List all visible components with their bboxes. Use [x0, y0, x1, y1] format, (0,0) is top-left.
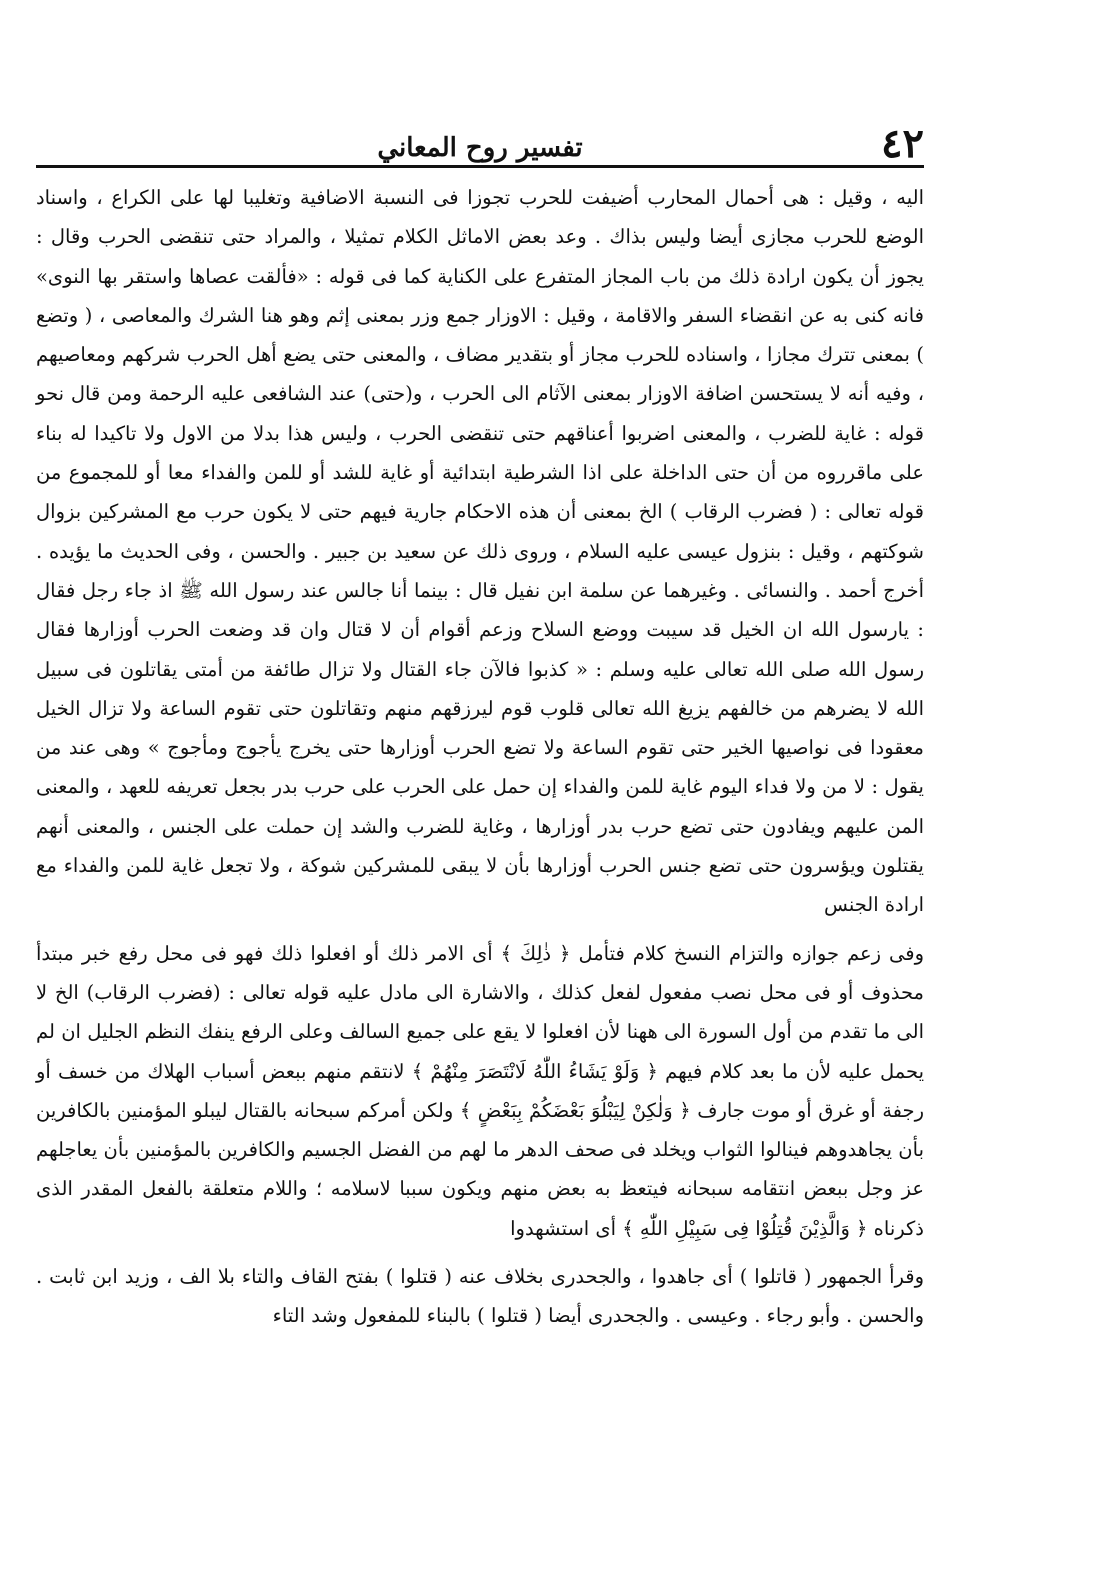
page-number: ٤٢ [881, 120, 924, 167]
paragraph-3: وقرأ الجمهور ( قاتلوا ) أى جاهدوا ، والجحدرى بخلاف عنه ( قتلوا ) بفتح القاف والتاء بلا الف ، وزيد ابن ثابت . والحسن . وأبو رجاء . وعيسى . والجحدرى أيضا ( قتلوا ) بالبناء للمفعول وشد التاء [36, 1265, 924, 1328]
page-header [36, 120, 924, 168]
paragraph-1: اليه ، وقيل : هى أحمال المحارب أضيفت للحرب تجوزا فى النسبة الاضافية وتغليبا لها على الكراع ، واسناد الوضع للحرب مجازى أيضا وليس بذاك . وعد بعض الاماثل الكلام تمثيلا ، والمراد حتى تنقضى الحرب وقال : يجوز أن يكون ارادة ذلك من باب المجاز المتفرع على الكناية كما فى قوله : «فألقت عصاها واستقر بها النوى» فانه كنى به عن انقضاء السفر والاقامة ، وقيل : الاوزار جمع وزر بمعنى إثم وهو هنا الشرك والمعاصى ، ( وتضع ) بمعنى تترك مجازا ، واسناده للحرب مجاز أو بتقدير مضاف ، والمعنى حتى يضع أهل الحرب شركهم ومعاصيهم ، وفيه أنه لا يستحسن اضافة الاوزار بمعنى الآثام الى الحرب ، و(حتى) عند الشافعى عليه الرحمة ومن قال نحو قوله : غاية للضرب ، والمعنى اضربوا أعناقهم حتى تنقضى الحرب ، وليس هذا بدلا من الاول ولا تاكيدا له بناء على ماقرروه من أن حتى الداخلة على اذا الشرطية ابتدائية أو غاية للشد أو للمن والفداء معا أو للمجموع من قوله تعالى : ( فضرب الرقاب ) الخ بمعنى أن هذه الاحكام جارية فيهم حتى لا يكون حرب مع المشركين بزوال شوكتهم ، وقيل : بنزول عيسى عليه السلام ، وروى ذلك عن سعيد بن جبير . والحسن ، وفى الحديث ما يؤيده . أخرج أحمد . والنسائى . وغيرهما عن سلمة ابن نفيل قال : بينما أنا جالس عند رسول الله ﷺ اذ جاء رجل فقال : يارسول الله ان الخيل قد سيبت ووضع السلاح وزعم أقوام أن لا قتال وان قد وضعت الحرب أوزارها فقال رسول الله صلى الله تعالى عليه وسلم : « كذبوا فالآن جاء القتال ولا تزال طائفة من أمتى يقاتلون فى سبيل الله لا يضرهم من خالفهم يزيغ الله تعالى قلوب قوم ليرزقهم منهم وتقاتلون حتى تقوم الساعة ولا تزال الخيل معقودا فى نواصيها الخير حتى تقوم الساعة ولا تضع الحرب أوزارها حتى يخرج يأجوج ومأجوج » وهى عند من يقول : لا من ولا فداء اليوم غاية للمن والفداء إن حمل على الحرب على حرب بدر بجعل تعريفه للعهد ، والمعنى المن عليهم ويفادون حتى تضع حرب بدر أوزارها ، وغاية للضرب والشد إن حملت على الجنس ، والمعنى أنهم يقتلون ويؤسرون حتى تضع جنس الحرب أوزارها بأن لا يبقى للمشركين شوكة ، ولا تجعل غاية للمن والفداء مع ارادة الجنس [36, 186, 924, 917]
header-rule [36, 165, 924, 168]
page-body [36, 178, 924, 1336]
paragraph-2: وفى زعم جوازه والتزام النسخ كلام فتأمل ﴿ ذٰلِكَ ﴾ أى الامر ذلك أو افعلوا ذلك فهو فى محل رفع خبر مبتدأ محذوف أو فى محل نصب مفعول لفعل كذلك ، والاشارة الى مادل عليه قوله تعالى : (فضرب الرقاب) الخ لا الى ما تقدم من أول السورة الى ههنا لأن افعلوا لا يقع على جميع السالف وعلى الرفع ينفك النظم الجليل ان لم يحمل عليه لأن ما بعد كلام فيهم ﴿ وَلَوْ يَشَاءُ اللّٰهُ لَانْتَصَرَ مِنْهُمْ ﴾ لانتقم منهم ببعض أسباب الهلاك من خسف أو رجفة أو غرق أو موت جارف ﴿ وَلٰكِنْ لِيَبْلُوَ بَعْضَكُمْ بِبَعْضٍ ﴾ ولكن أمركم سبحانه بالقتال ليبلو المؤمنين بالكافرين بأن يجاهدوهم فينالوا الثواب ويخلد فى صحف الدهر ما لهم من الفضل الجسيم والكافرين بالمؤمنين بأن يعاجلهم عز وجل ببعض انتقامه سبحانه فيتعظ به بعض منهم ويكون سببا لاسلامه ؛ واللام متعلقة بالفعل المقدر الذى ذكرناه ﴿ وَالَّذِيْنَ قُتِلُوْا فِى سَبِيْلِ اللّٰهِ ﴾ أى استشهدوا [36, 941, 925, 1240]
running-title: تفسير روح المعاني [377, 133, 583, 163]
